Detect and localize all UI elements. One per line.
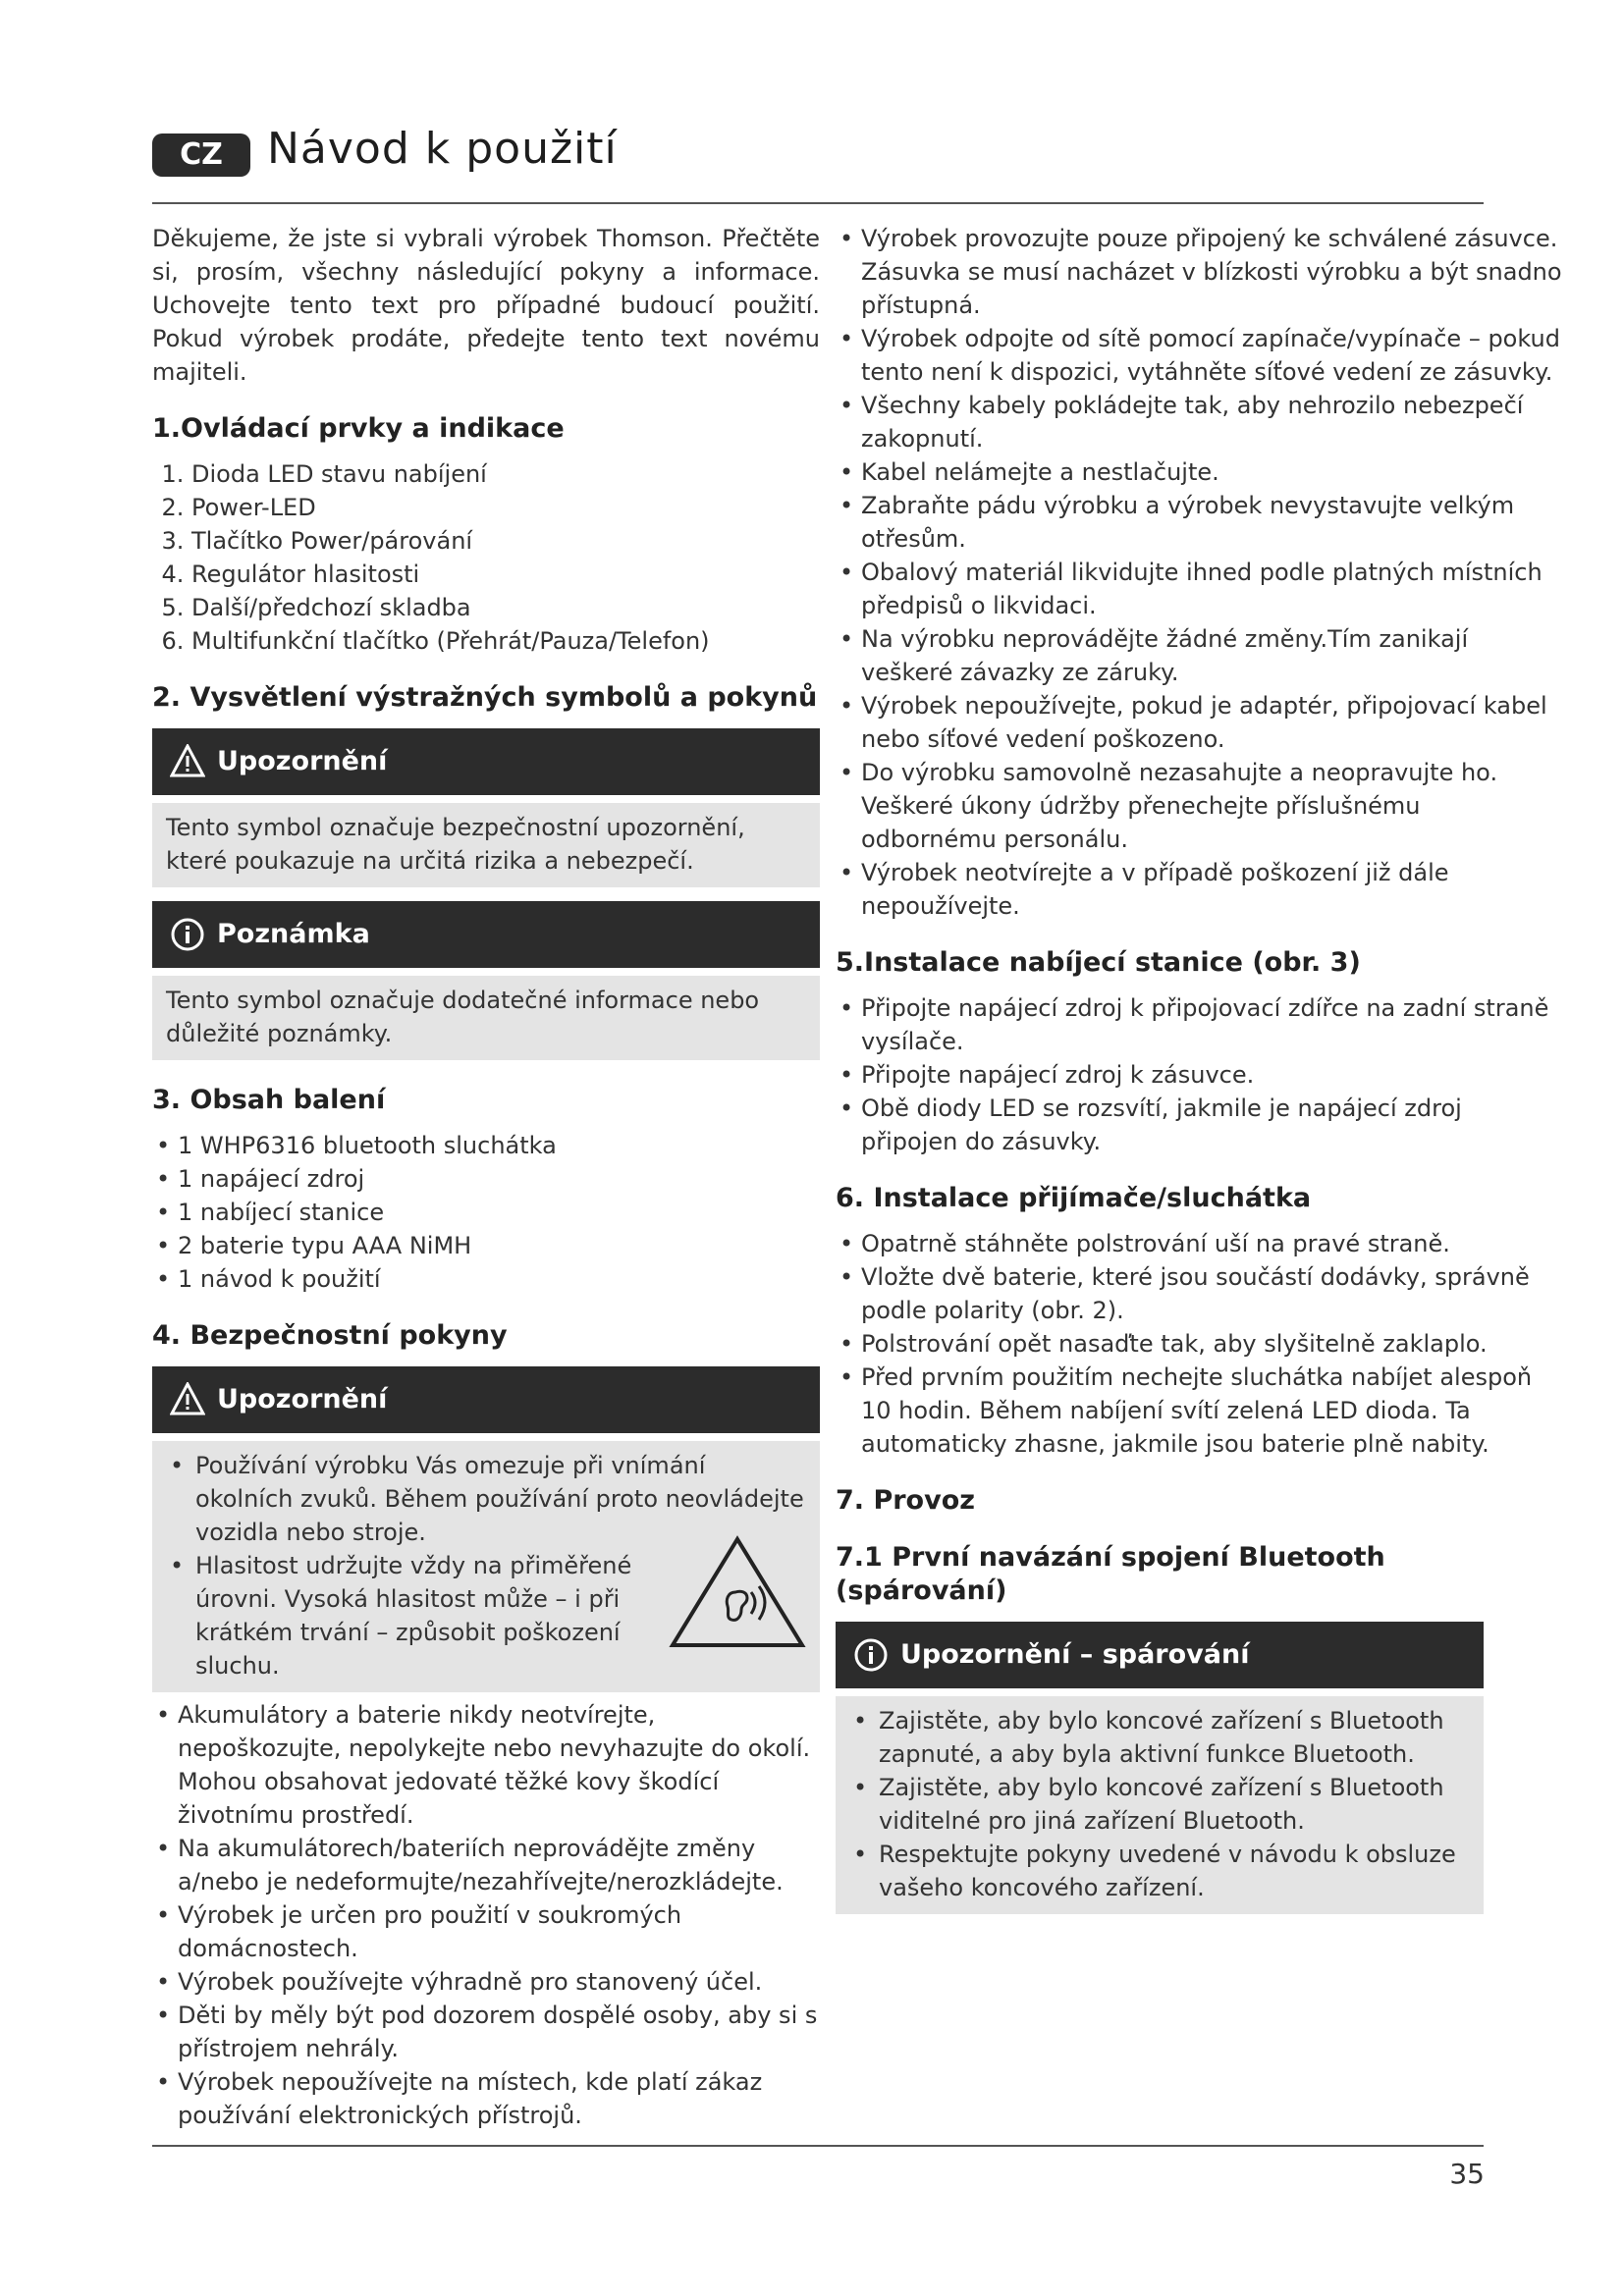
note-body [152, 976, 820, 1060]
warning-bar [152, 728, 820, 795]
list-item: • Vložte dvě baterie, které jsou součástí dodávky, správně podle polarity (obr. 2). [836, 1260, 1562, 1327]
list-item: • 2 baterie typu AAA NiMH [152, 1229, 820, 1262]
list-item: • Připojte napájecí zdroj k zásuvce. [836, 1058, 1562, 1092]
hearing-damage-icon [669, 1535, 806, 1649]
list-item: 2. Power-LED [191, 491, 820, 524]
list-item: • Před prvním použitím nechejte sluchátka nabíjet alespoň 10 hodin. Během nabíjení svítí zelená LED dioda. Ta automaticky zhasne, jakmile jsou baterie plně nabity. [836, 1361, 1562, 1461]
warning-triangle-icon [170, 1382, 205, 1417]
section-3-title: 3. Obsah balení [152, 1085, 386, 1115]
section-7-title: 7. Provoz [836, 1485, 975, 1516]
section-1-title: 1.Ovládací prvky a indikace [152, 413, 565, 444]
section-2-title: 2. Vysvětlení výstražných symbolů a pokynů [152, 682, 818, 713]
language-badge: CZ [152, 133, 250, 177]
right-column [836, 222, 1562, 1914]
safety-list [152, 1698, 820, 2132]
list-item: • 1 nabíjecí stanice [152, 1196, 820, 1229]
header-divider [152, 202, 1484, 204]
list-item: • Výrobek nepoužívejte, pokud je adaptér, připojovací kabel nebo síťové vedení poškozeno. [836, 689, 1562, 756]
note-label: Poznámka [217, 919, 370, 949]
list-item: • 1 návod k použití [152, 1262, 820, 1296]
list-item: • Připojte napájecí zdroj k připojovací zdířce na zadní straně vysílače. [836, 991, 1562, 1058]
list-item: • Opatrně stáhněte polstrování uší na pravé straně. [836, 1227, 1562, 1260]
safety-list-continued [836, 222, 1562, 923]
list-item: • Používání výrobku Vás omezuje při vnímání okolních zvuků. Během používání proto neovládejte vozidla nebo stroje. [166, 1449, 806, 1549]
list-item: • Obalový materiál likvidujte ihned podle platných místních předpisů o likvidaci. [836, 556, 1562, 622]
section-7-1-title: 7.1 První navázání spojení Bluetooth (spárování) [836, 1542, 1385, 1606]
pairing-note-bar [836, 1622, 1484, 1688]
charging-station-list [836, 991, 1562, 1158]
warning-label: Upozornění [217, 1384, 388, 1415]
intro-text: Děkujeme, že jste si vybrali výrobek Thomson. Přečtěte si, prosím, všechny následující pokyny a informace. Uchovejte tento text pro případné budoucí použití. Pokud výrobek prodáte, předejte tento text novému majiteli. [152, 225, 820, 386]
section-6-title: 6. Instalace přijímače/sluchátka [836, 1183, 1312, 1213]
list-item: • Výrobek nepoužívejte na místech, kde platí zákaz používání elektronických přístrojů. [152, 2065, 820, 2132]
list-item: • Výrobek používejte výhradně pro stanovený účel. [152, 1965, 820, 1999]
list-item: • Hlasitost udržujte vždy na přiměřené úrovni. Vysoká hlasitost může – i při krátkém trvání – způsobit poškození sluchu. [166, 1549, 806, 1682]
list-item: • Výrobek je určen pro použití v soukromých domácnostech. [152, 1898, 820, 1965]
list-item: • Výrobek neotvírejte a v případě poškození již dále nepoužívejte. [836, 856, 1562, 923]
warning-label: Upozornění [217, 746, 388, 776]
pairing-note-body [836, 1696, 1484, 1914]
list-item: • Děti by měly být pod dozorem dospělé osoby, aby si s přístrojem nehrály. [152, 1999, 820, 2065]
safety-warning-bar [152, 1366, 820, 1433]
list-item: • Zajistěte, aby bylo koncové zařízení s Bluetooth viditelné pro jiná zařízení Bluetooth. [849, 1771, 1470, 1838]
list-item: • Zajistěte, aby bylo koncové zařízení s Bluetooth zapnuté, a aby byla aktivní funkce Bluetooth. [849, 1704, 1470, 1771]
warning-triangle-icon [170, 744, 205, 779]
receiver-list [836, 1227, 1562, 1461]
safety-warning-body [152, 1441, 820, 1692]
warning-text: Tento symbol označuje bezpečnostní upozornění, které poukazuje na určitá rizika a nebezpečí. [166, 814, 745, 875]
list-item: • Na výrobku neprovádějte žádné změny.Tím zanikají veškeré závazky ze záruky. [836, 622, 1562, 689]
list-item: • Obě diody LED se rozsvítí, jakmile je napájecí zdroj připojen do zásuvky. [836, 1092, 1562, 1158]
note-bar [152, 901, 820, 968]
pairing-note-label: Upozornění – spárování [900, 1639, 1250, 1670]
list-item: 1. Dioda LED stavu nabíjení [191, 457, 820, 491]
list-item: 4. Regulátor hlasitosti [191, 558, 820, 591]
warning-body [152, 803, 820, 887]
pairing-list [849, 1704, 1470, 1904]
list-item: • Respektujte pokyny uvedené v návodu k obsluze vašeho koncového zařízení. [849, 1838, 1470, 1904]
section-5-title: 5.Instalace nabíjecí stanice (obr. 3) [836, 947, 1361, 978]
package-contents-list [152, 1129, 820, 1296]
list-item: • Výrobek odpojte od sítě pomocí zapínače/vypínače – pokud tento není k dispozici, vytáhněte síťové vedení ze zásuvky. [836, 322, 1562, 389]
info-icon [853, 1637, 889, 1673]
list-item: • Výrobek provozujte pouze připojený ke schválené zásuvce. Zásuvka se musí nacházet v blízkosti výrobku a být snadno přístupná. [836, 222, 1562, 322]
list-item: 3. Tlačítko Power/párování [191, 524, 820, 558]
list-item: 6. Multifunkční tlačítko (Přehrát/Pauza/Telefon) [191, 624, 820, 658]
list-item: • Na akumulátorech/bateriích neprovádějte změny a/nebo je nedeformujte/nezahřívejte/nerozkládejte. [152, 1832, 820, 1898]
note-text: Tento symbol označuje dodatečné informace nebo důležité poznámky. [166, 987, 760, 1047]
list-item: 5. Další/předchozí skladba [191, 591, 820, 624]
info-icon [170, 917, 205, 952]
left-column [152, 222, 820, 2132]
list-item: • Do výrobku samovolně nezasahujte a neopravujte ho. Veškeré úkony údržby přenechejte příslušnému odbornému personálu. [836, 756, 1562, 856]
page-title: Návod k použití [267, 124, 618, 174]
list-item: • Všechny kabely pokládejte tak, aby nehrozilo nebezpečí zakopnutí. [836, 389, 1562, 455]
list-item: • Kabel nelámejte a nestlačujte. [836, 455, 1562, 489]
list-item: • Akumulátory a baterie nikdy neotvírejte, nepoškozujte, nepolykejte nebo nevyhazujte do okolí. Mohou obsahovat jedovaté těžké kovy škodící životnímu prostředí. [152, 1698, 820, 1832]
list-item: • 1 napájecí zdroj [152, 1162, 820, 1196]
list-item: • Polstrování opět nasaďte tak, aby slyšitelně zaklaplo. [836, 1327, 1562, 1361]
page-number: 35 [1449, 2158, 1485, 2190]
controls-list [152, 457, 820, 658]
page-header [152, 124, 1484, 202]
list-item: • 1 WHP6316 bluetooth sluchátka [152, 1129, 820, 1162]
section-4-title: 4. Bezpečnostní pokyny [152, 1320, 508, 1351]
list-item: • Zabraňte pádu výrobku a výrobek nevystavujte velkým otřesům. [836, 489, 1562, 556]
footer-divider [152, 2145, 1484, 2147]
